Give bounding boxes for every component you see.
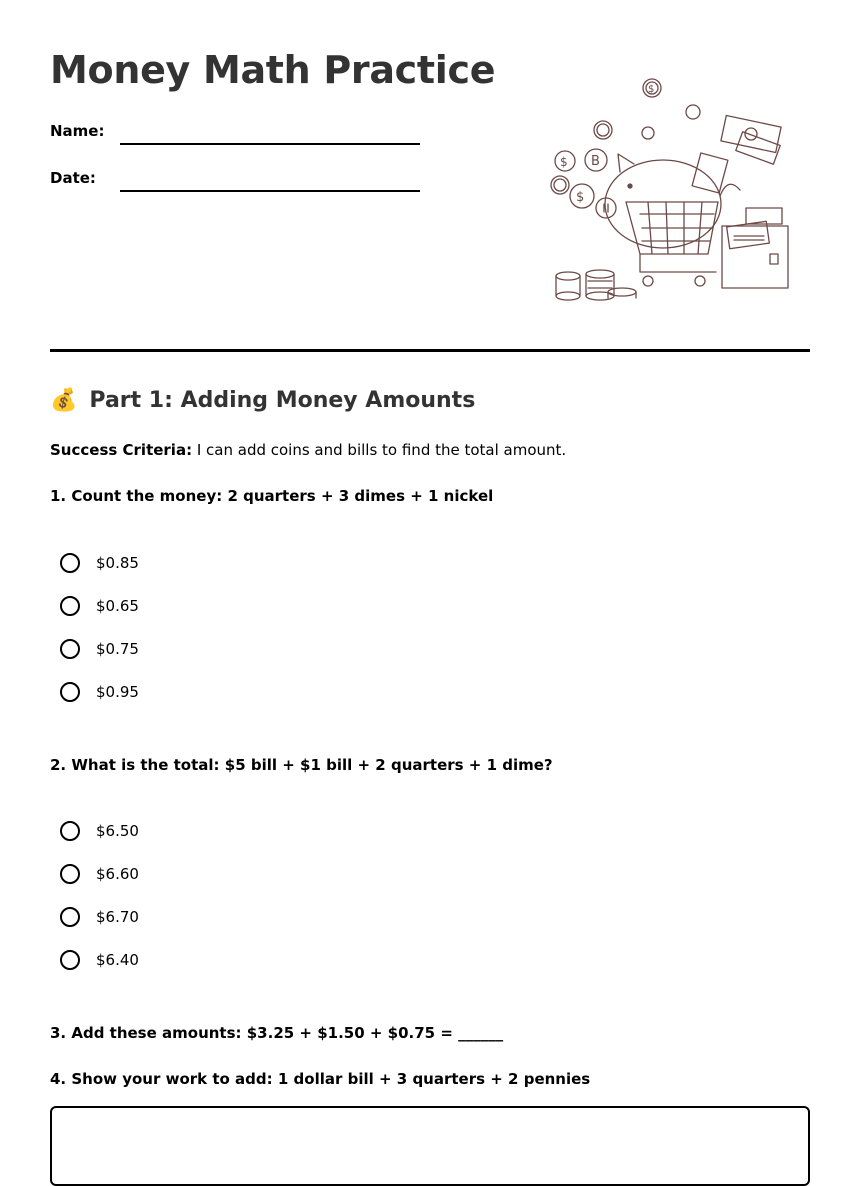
q2-option-d[interactable] bbox=[60, 950, 139, 970]
q1-option-a[interactable] bbox=[60, 553, 139, 573]
q2-option-a[interactable] bbox=[60, 821, 139, 841]
criteria-text: I can add coins and bills to find the total amount. bbox=[192, 441, 567, 459]
svg-text:$: $ bbox=[648, 84, 655, 95]
radio-button[interactable] bbox=[60, 639, 80, 659]
option-label: $0.75 bbox=[96, 640, 139, 658]
date-label: Date: bbox=[50, 169, 96, 187]
question-2: 2. What is the total: $5 bill + $1 bill + 2 quarters + 1 dime? bbox=[50, 756, 553, 774]
section-divider bbox=[50, 349, 810, 352]
radio-button[interactable] bbox=[60, 821, 80, 841]
option-label: $0.85 bbox=[96, 554, 139, 572]
money-shopping-illustration-icon bbox=[548, 76, 793, 308]
option-label: $6.40 bbox=[96, 951, 139, 969]
option-label: $0.65 bbox=[96, 597, 139, 615]
option-label: $0.95 bbox=[96, 683, 139, 701]
radio-button[interactable] bbox=[60, 864, 80, 884]
option-label: $6.60 bbox=[96, 865, 139, 883]
q2-option-c[interactable] bbox=[60, 907, 139, 927]
page-title: Money Math Practice bbox=[50, 48, 496, 92]
work-answer-box[interactable] bbox=[50, 1106, 810, 1186]
name-field[interactable] bbox=[120, 143, 420, 145]
radio-button[interactable] bbox=[60, 907, 80, 927]
name-label: Name: bbox=[50, 122, 105, 140]
radio-button[interactable] bbox=[60, 950, 80, 970]
radio-button[interactable] bbox=[60, 553, 80, 573]
radio-button[interactable] bbox=[60, 682, 80, 702]
question-4: 4. Show your work to add: 1 dollar bill + 3 quarters + 2 pennies bbox=[50, 1070, 591, 1088]
q1-option-b[interactable] bbox=[60, 596, 139, 616]
radio-button[interactable] bbox=[60, 596, 80, 616]
date-field[interactable] bbox=[120, 190, 420, 192]
part1-heading bbox=[50, 388, 475, 413]
q1-option-d[interactable] bbox=[60, 682, 139, 702]
svg-text:B: B bbox=[591, 154, 600, 169]
question-3: 3. Add these amounts: $3.25 + $1.50 + $0.75 = ______ bbox=[50, 1024, 504, 1042]
option-label: $6.70 bbox=[96, 908, 139, 926]
question-1: 1. Count the money: 2 quarters + 3 dimes + 1 nickel bbox=[50, 487, 494, 505]
money-bag-icon: 💰 bbox=[50, 388, 78, 413]
svg-text:$: $ bbox=[560, 155, 568, 169]
option-label: $6.50 bbox=[96, 822, 139, 840]
q2-option-b[interactable] bbox=[60, 864, 139, 884]
q1-option-c[interactable] bbox=[60, 639, 139, 659]
success-criteria bbox=[50, 441, 566, 459]
criteria-label: Success Criteria: bbox=[50, 441, 193, 459]
part1-heading-text: Part 1: Adding Money Amounts bbox=[89, 388, 476, 413]
svg-text:$: $ bbox=[576, 190, 585, 205]
